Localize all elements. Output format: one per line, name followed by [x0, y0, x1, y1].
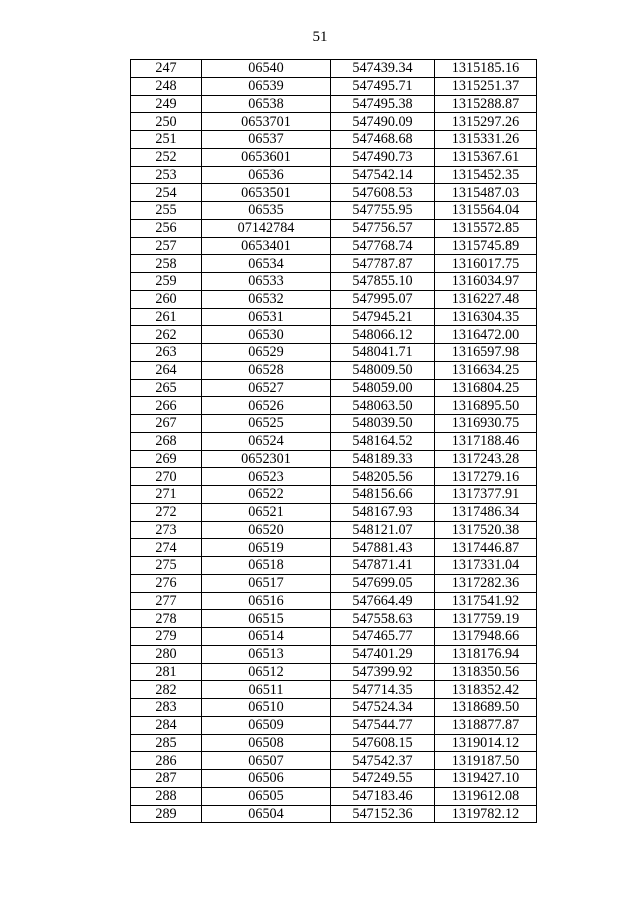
point-id-cell: 06524: [202, 432, 331, 450]
y-coordinate-cell: 1315331.26: [435, 131, 537, 149]
x-coordinate-cell: 548167.93: [331, 503, 435, 521]
y-coordinate-cell: 1317282.36: [435, 574, 537, 592]
y-coordinate-cell: 1317331.04: [435, 557, 537, 575]
table-row: [131, 344, 537, 362]
y-coordinate-cell: 1319612.08: [435, 787, 537, 805]
point-id-cell: 06521: [202, 503, 331, 521]
table-row: [131, 557, 537, 575]
y-coordinate-cell: 1315572.85: [435, 219, 537, 237]
x-coordinate-cell: 547399.92: [331, 663, 435, 681]
table-row: [131, 148, 537, 166]
table-row: [131, 184, 537, 202]
row-index-cell: 277: [131, 592, 202, 610]
y-coordinate-cell: 1316017.75: [435, 255, 537, 273]
row-index-cell: 278: [131, 610, 202, 628]
point-id-cell: 06516: [202, 592, 331, 610]
row-index-cell: 288: [131, 787, 202, 805]
table-row: [131, 397, 537, 415]
table-row: [131, 166, 537, 184]
table-row: [131, 113, 537, 131]
point-id-cell: 06538: [202, 95, 331, 113]
x-coordinate-cell: 547152.36: [331, 805, 435, 823]
coordinates-table: [130, 59, 537, 823]
y-coordinate-cell: 1317486.34: [435, 503, 537, 521]
y-coordinate-cell: 1316304.35: [435, 308, 537, 326]
row-index-cell: 257: [131, 237, 202, 255]
point-id-cell: 06520: [202, 521, 331, 539]
table-row: [131, 255, 537, 273]
row-index-cell: 282: [131, 681, 202, 699]
point-id-cell: 0653501: [202, 184, 331, 202]
y-coordinate-cell: 1316634.25: [435, 361, 537, 379]
table-row: [131, 450, 537, 468]
x-coordinate-cell: 548205.56: [331, 468, 435, 486]
y-coordinate-cell: 1318352.42: [435, 681, 537, 699]
row-index-cell: 264: [131, 361, 202, 379]
row-index-cell: 252: [131, 148, 202, 166]
y-coordinate-cell: 1315745.89: [435, 237, 537, 255]
coordinates-table-body: [131, 60, 537, 823]
point-id-cell: 06504: [202, 805, 331, 823]
table-row: [131, 663, 537, 681]
point-id-cell: 0653401: [202, 237, 331, 255]
table-row: [131, 574, 537, 592]
y-coordinate-cell: 1315452.35: [435, 166, 537, 184]
point-id-cell: 06531: [202, 308, 331, 326]
x-coordinate-cell: 547995.07: [331, 290, 435, 308]
x-coordinate-cell: 547787.87: [331, 255, 435, 273]
point-id-cell: 06536: [202, 166, 331, 184]
x-coordinate-cell: 547608.53: [331, 184, 435, 202]
table-row: [131, 95, 537, 113]
y-coordinate-cell: 1319427.10: [435, 770, 537, 788]
y-coordinate-cell: 1316895.50: [435, 397, 537, 415]
row-index-cell: 281: [131, 663, 202, 681]
row-index-cell: 256: [131, 219, 202, 237]
row-index-cell: 283: [131, 699, 202, 717]
row-index-cell: 268: [131, 432, 202, 450]
row-index-cell: 247: [131, 60, 202, 78]
x-coordinate-cell: 547542.14: [331, 166, 435, 184]
row-index-cell: 276: [131, 574, 202, 592]
x-coordinate-cell: 547544.77: [331, 716, 435, 734]
point-id-cell: 06534: [202, 255, 331, 273]
point-id-cell: 0652301: [202, 450, 331, 468]
point-id-cell: 06535: [202, 202, 331, 220]
table-row: [131, 486, 537, 504]
y-coordinate-cell: 1318350.56: [435, 663, 537, 681]
point-id-cell: 06518: [202, 557, 331, 575]
table-row: [131, 770, 537, 788]
row-index-cell: 251: [131, 131, 202, 149]
row-index-cell: 258: [131, 255, 202, 273]
row-index-cell: 263: [131, 344, 202, 362]
x-coordinate-cell: 547768.74: [331, 237, 435, 255]
row-index-cell: 284: [131, 716, 202, 734]
row-index-cell: 259: [131, 273, 202, 291]
y-coordinate-cell: 1317279.16: [435, 468, 537, 486]
x-coordinate-cell: 548164.52: [331, 432, 435, 450]
table-row: [131, 131, 537, 149]
table-row: [131, 60, 537, 78]
table-row: [131, 592, 537, 610]
y-coordinate-cell: 1318877.87: [435, 716, 537, 734]
table-row: [131, 628, 537, 646]
row-index-cell: 265: [131, 379, 202, 397]
table-row: [131, 415, 537, 433]
page-number: 51: [312, 29, 328, 45]
point-id-cell: 06532: [202, 290, 331, 308]
y-coordinate-cell: 1317243.28: [435, 450, 537, 468]
x-coordinate-cell: 547542.37: [331, 752, 435, 770]
table-row: [131, 805, 537, 823]
y-coordinate-cell: 1315297.26: [435, 113, 537, 131]
table-row: [131, 202, 537, 220]
row-index-cell: 287: [131, 770, 202, 788]
y-coordinate-cell: 1319187.50: [435, 752, 537, 770]
table-row: [131, 503, 537, 521]
point-id-cell: 06522: [202, 486, 331, 504]
x-coordinate-cell: 548009.50: [331, 361, 435, 379]
y-coordinate-cell: 1315367.61: [435, 148, 537, 166]
y-coordinate-cell: 1319014.12: [435, 734, 537, 752]
point-id-cell: 06507: [202, 752, 331, 770]
table-row: [131, 716, 537, 734]
x-coordinate-cell: 547558.63: [331, 610, 435, 628]
point-id-cell: 06533: [202, 273, 331, 291]
table-row: [131, 699, 537, 717]
row-index-cell: 286: [131, 752, 202, 770]
x-coordinate-cell: 547756.57: [331, 219, 435, 237]
point-id-cell: 06528: [202, 361, 331, 379]
x-coordinate-cell: 547495.71: [331, 77, 435, 95]
point-id-cell: 06540: [202, 60, 331, 78]
y-coordinate-cell: 1316034.97: [435, 273, 537, 291]
x-coordinate-cell: 547755.95: [331, 202, 435, 220]
table-row: [131, 752, 537, 770]
point-id-cell: 06509: [202, 716, 331, 734]
x-coordinate-cell: 548189.33: [331, 450, 435, 468]
x-coordinate-cell: 548059.00: [331, 379, 435, 397]
point-id-cell: 0653701: [202, 113, 331, 131]
row-index-cell: 267: [131, 415, 202, 433]
y-coordinate-cell: 1316804.25: [435, 379, 537, 397]
point-id-cell: 06529: [202, 344, 331, 362]
point-id-cell: 06519: [202, 539, 331, 557]
table-row: [131, 77, 537, 95]
x-coordinate-cell: 548066.12: [331, 326, 435, 344]
point-id-cell: 06510: [202, 699, 331, 717]
point-id-cell: 0653601: [202, 148, 331, 166]
y-coordinate-cell: 1318689.50: [435, 699, 537, 717]
row-index-cell: 260: [131, 290, 202, 308]
row-index-cell: 261: [131, 308, 202, 326]
x-coordinate-cell: 548121.07: [331, 521, 435, 539]
x-coordinate-cell: 547524.34: [331, 699, 435, 717]
x-coordinate-cell: 547249.55: [331, 770, 435, 788]
row-index-cell: 275: [131, 557, 202, 575]
point-id-cell: 07142784: [202, 219, 331, 237]
row-index-cell: 285: [131, 734, 202, 752]
row-index-cell: 273: [131, 521, 202, 539]
x-coordinate-cell: 547465.77: [331, 628, 435, 646]
y-coordinate-cell: 1318176.94: [435, 645, 537, 663]
y-coordinate-cell: 1316930.75: [435, 415, 537, 433]
table-row: [131, 539, 537, 557]
row-index-cell: 253: [131, 166, 202, 184]
point-id-cell: 06525: [202, 415, 331, 433]
point-id-cell: 06537: [202, 131, 331, 149]
point-id-cell: 06539: [202, 77, 331, 95]
table-row: [131, 326, 537, 344]
y-coordinate-cell: 1315288.87: [435, 95, 537, 113]
y-coordinate-cell: 1316597.98: [435, 344, 537, 362]
row-index-cell: 270: [131, 468, 202, 486]
table-row: [131, 468, 537, 486]
y-coordinate-cell: 1315487.03: [435, 184, 537, 202]
x-coordinate-cell: 547699.05: [331, 574, 435, 592]
table-row: [131, 521, 537, 539]
point-id-cell: 06508: [202, 734, 331, 752]
row-index-cell: 250: [131, 113, 202, 131]
row-index-cell: 254: [131, 184, 202, 202]
point-id-cell: 06527: [202, 379, 331, 397]
y-coordinate-cell: 1315251.37: [435, 77, 537, 95]
x-coordinate-cell: 547608.15: [331, 734, 435, 752]
point-id-cell: 06511: [202, 681, 331, 699]
point-id-cell: 06506: [202, 770, 331, 788]
row-index-cell: 269: [131, 450, 202, 468]
y-coordinate-cell: 1315564.04: [435, 202, 537, 220]
y-coordinate-cell: 1319782.12: [435, 805, 537, 823]
row-index-cell: 280: [131, 645, 202, 663]
row-index-cell: 255: [131, 202, 202, 220]
row-index-cell: 289: [131, 805, 202, 823]
table-row: [131, 645, 537, 663]
table-row: [131, 273, 537, 291]
row-index-cell: 279: [131, 628, 202, 646]
table-row: [131, 681, 537, 699]
table-row: [131, 308, 537, 326]
row-index-cell: 274: [131, 539, 202, 557]
table-row: [131, 379, 537, 397]
y-coordinate-cell: 1317377.91: [435, 486, 537, 504]
row-index-cell: 272: [131, 503, 202, 521]
table-row: [131, 432, 537, 450]
table-row: [131, 237, 537, 255]
y-coordinate-cell: 1317520.38: [435, 521, 537, 539]
point-id-cell: 06530: [202, 326, 331, 344]
x-coordinate-cell: 547495.38: [331, 95, 435, 113]
y-coordinate-cell: 1315185.16: [435, 60, 537, 78]
y-coordinate-cell: 1317948.66: [435, 628, 537, 646]
y-coordinate-cell: 1317188.46: [435, 432, 537, 450]
point-id-cell: 06523: [202, 468, 331, 486]
table-row: [131, 787, 537, 805]
x-coordinate-cell: 547714.35: [331, 681, 435, 699]
x-coordinate-cell: 547490.73: [331, 148, 435, 166]
x-coordinate-cell: 547401.29: [331, 645, 435, 663]
point-id-cell: 06517: [202, 574, 331, 592]
x-coordinate-cell: 547945.21: [331, 308, 435, 326]
x-coordinate-cell: 547183.46: [331, 787, 435, 805]
y-coordinate-cell: 1316472.00: [435, 326, 537, 344]
y-coordinate-cell: 1317541.92: [435, 592, 537, 610]
point-id-cell: 06515: [202, 610, 331, 628]
point-id-cell: 06526: [202, 397, 331, 415]
table-row: [131, 734, 537, 752]
row-index-cell: 249: [131, 95, 202, 113]
x-coordinate-cell: 547855.10: [331, 273, 435, 291]
point-id-cell: 06513: [202, 645, 331, 663]
x-coordinate-cell: 547881.43: [331, 539, 435, 557]
x-coordinate-cell: 547664.49: [331, 592, 435, 610]
table-row: [131, 610, 537, 628]
x-coordinate-cell: 548039.50: [331, 415, 435, 433]
x-coordinate-cell: 547871.41: [331, 557, 435, 575]
x-coordinate-cell: 547468.68: [331, 131, 435, 149]
y-coordinate-cell: 1316227.48: [435, 290, 537, 308]
x-coordinate-cell: 547490.09: [331, 113, 435, 131]
row-index-cell: 248: [131, 77, 202, 95]
point-id-cell: 06514: [202, 628, 331, 646]
row-index-cell: 266: [131, 397, 202, 415]
row-index-cell: 271: [131, 486, 202, 504]
x-coordinate-cell: 548041.71: [331, 344, 435, 362]
y-coordinate-cell: 1317446.87: [435, 539, 537, 557]
x-coordinate-cell: 548156.66: [331, 486, 435, 504]
x-coordinate-cell: 547439.34: [331, 60, 435, 78]
point-id-cell: 06505: [202, 787, 331, 805]
table-row: [131, 290, 537, 308]
x-coordinate-cell: 548063.50: [331, 397, 435, 415]
table-row: [131, 219, 537, 237]
y-coordinate-cell: 1317759.19: [435, 610, 537, 628]
table-row: [131, 361, 537, 379]
row-index-cell: 262: [131, 326, 202, 344]
point-id-cell: 06512: [202, 663, 331, 681]
